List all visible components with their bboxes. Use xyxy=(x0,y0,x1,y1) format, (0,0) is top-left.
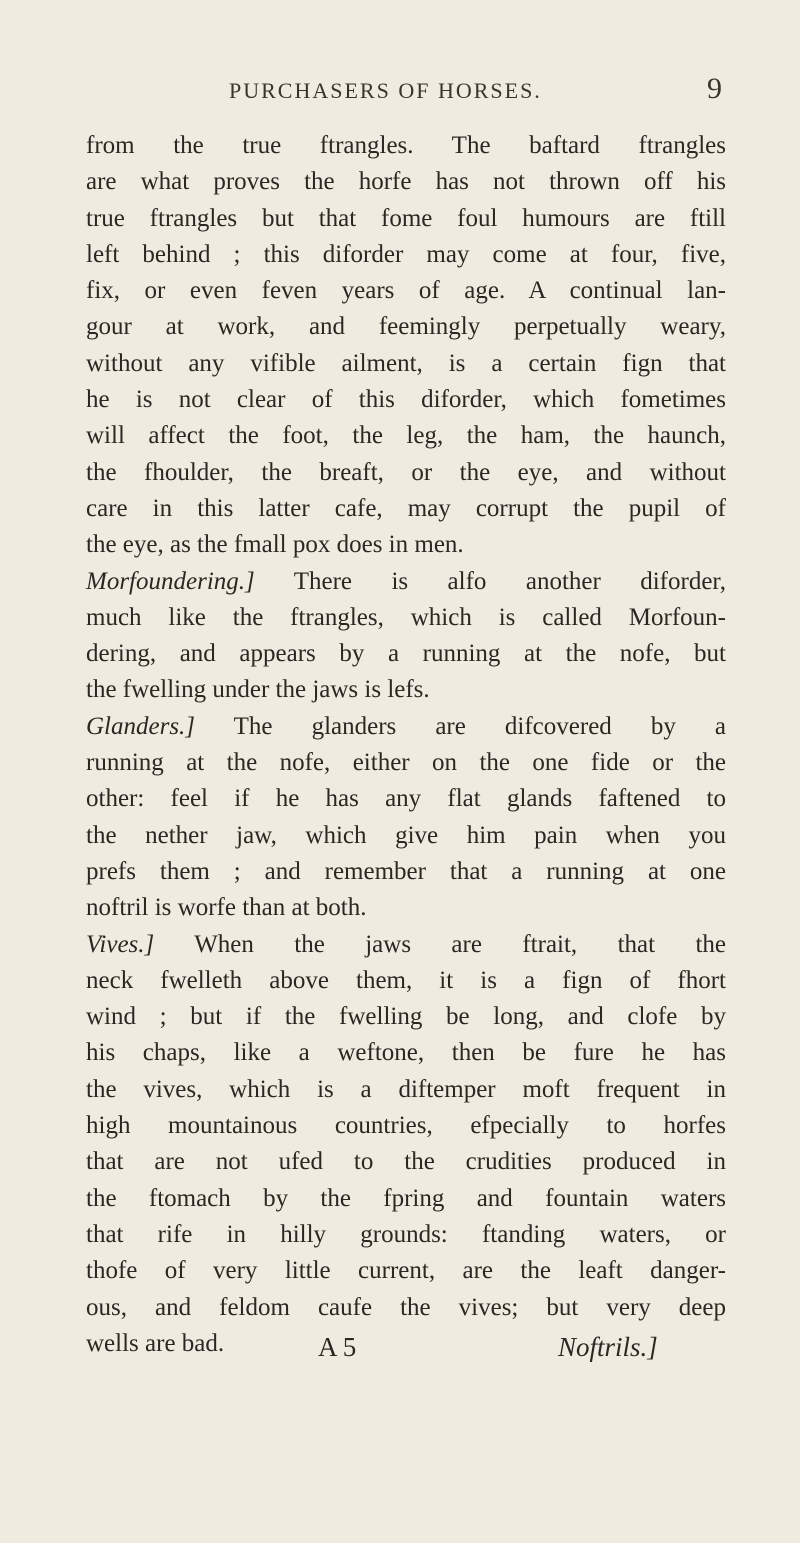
text-line: true ftrangles but that fome foul humours are ftill xyxy=(86,204,726,232)
text-line: thofe of very little current, are the leaft danger- xyxy=(86,1257,726,1285)
text-line: high mountainous countries, efpecially to horfes xyxy=(86,1112,726,1140)
text-line: his chaps, like a weftone, then be fure he has xyxy=(86,1039,726,1067)
text-line: Vives.] When the jaws are ftrait, that the xyxy=(86,930,726,958)
text-line: wells are bad. xyxy=(86,1329,225,1357)
text-line: gour at work, and feemingly perpetually weary, xyxy=(86,313,726,341)
catchword: Noftrils.] xyxy=(558,1332,658,1362)
body-text xyxy=(86,128,726,1362)
text-line: prefs them ; and remember that a running at one xyxy=(86,857,726,885)
text-line: running at the nofe, either on the one fide or the xyxy=(86,749,726,777)
text-line: the ftomach by the fpring and fountain waters xyxy=(86,1184,726,1212)
text-line: the fhoulder, the breaft, or the eye, and without xyxy=(86,458,726,486)
text-line: the vives, which is a diftemper moft frequent in xyxy=(86,1075,726,1103)
text-line: are what proves the horfe has not thrown off his xyxy=(86,168,726,196)
text-line: Glanders.] The glanders are difcovered by a xyxy=(86,712,726,740)
text-line: the nether jaw, which give him pain when you xyxy=(86,821,726,849)
text-line: neck fwelleth above them, it is a fign of fhort xyxy=(86,966,726,994)
text-line: wind ; but if the fwelling be long, and clofe by xyxy=(86,1003,726,1031)
text-line: the fwelling under the jaws is lefs. xyxy=(86,676,430,704)
text-line: fix, or even feven years of age. A continual lan- xyxy=(86,277,726,305)
text-line: he is not clear of this diforder, which fometimes xyxy=(86,386,726,414)
text-line: from the true ftrangles. The baftard ftrangles xyxy=(86,132,726,159)
text-line: Morfoundering.] There is alfo another diforder, xyxy=(86,567,726,595)
text-line: ous, and feldom caufe the vives; but very deep xyxy=(86,1293,726,1321)
text-line: that are not ufed to the crudities produced in xyxy=(86,1148,726,1176)
text-line: that rife in hilly grounds: ftanding waters, or xyxy=(86,1220,726,1248)
text-line: without any vifible ailment, is a certain fign that xyxy=(86,349,726,377)
section-head-morfoundering: Morfoundering.] xyxy=(86,567,255,595)
section-head-vives: Vives.] xyxy=(86,930,155,958)
text-line: noftril is worfe than at both. xyxy=(86,894,367,922)
text-line: dering, and appears by a running at the nofe, but xyxy=(86,640,726,668)
text-line: left behind ; this diforder may come at four, five, xyxy=(86,240,726,268)
text-line: will affect the foot, the leg, the ham, the haunch, xyxy=(86,422,726,450)
text-line: much like the ftrangles, which is called Morfoun- xyxy=(86,603,726,631)
text-line: the eye, as the fmall pox does in men. xyxy=(86,531,464,559)
running-head: PURCHASERS OF HORSES. xyxy=(229,78,542,103)
section-head-glanders: Glanders.] xyxy=(86,712,196,740)
text-line: other: feel if he has any flat glands faftened to xyxy=(86,785,726,813)
page-header xyxy=(0,72,800,118)
page-footer xyxy=(0,1332,800,1372)
page-number: 9 xyxy=(707,72,722,105)
signature-mark: A 5 xyxy=(318,1332,357,1362)
text-line: care in this latter cafe, may corrupt the pupil of xyxy=(86,494,726,522)
